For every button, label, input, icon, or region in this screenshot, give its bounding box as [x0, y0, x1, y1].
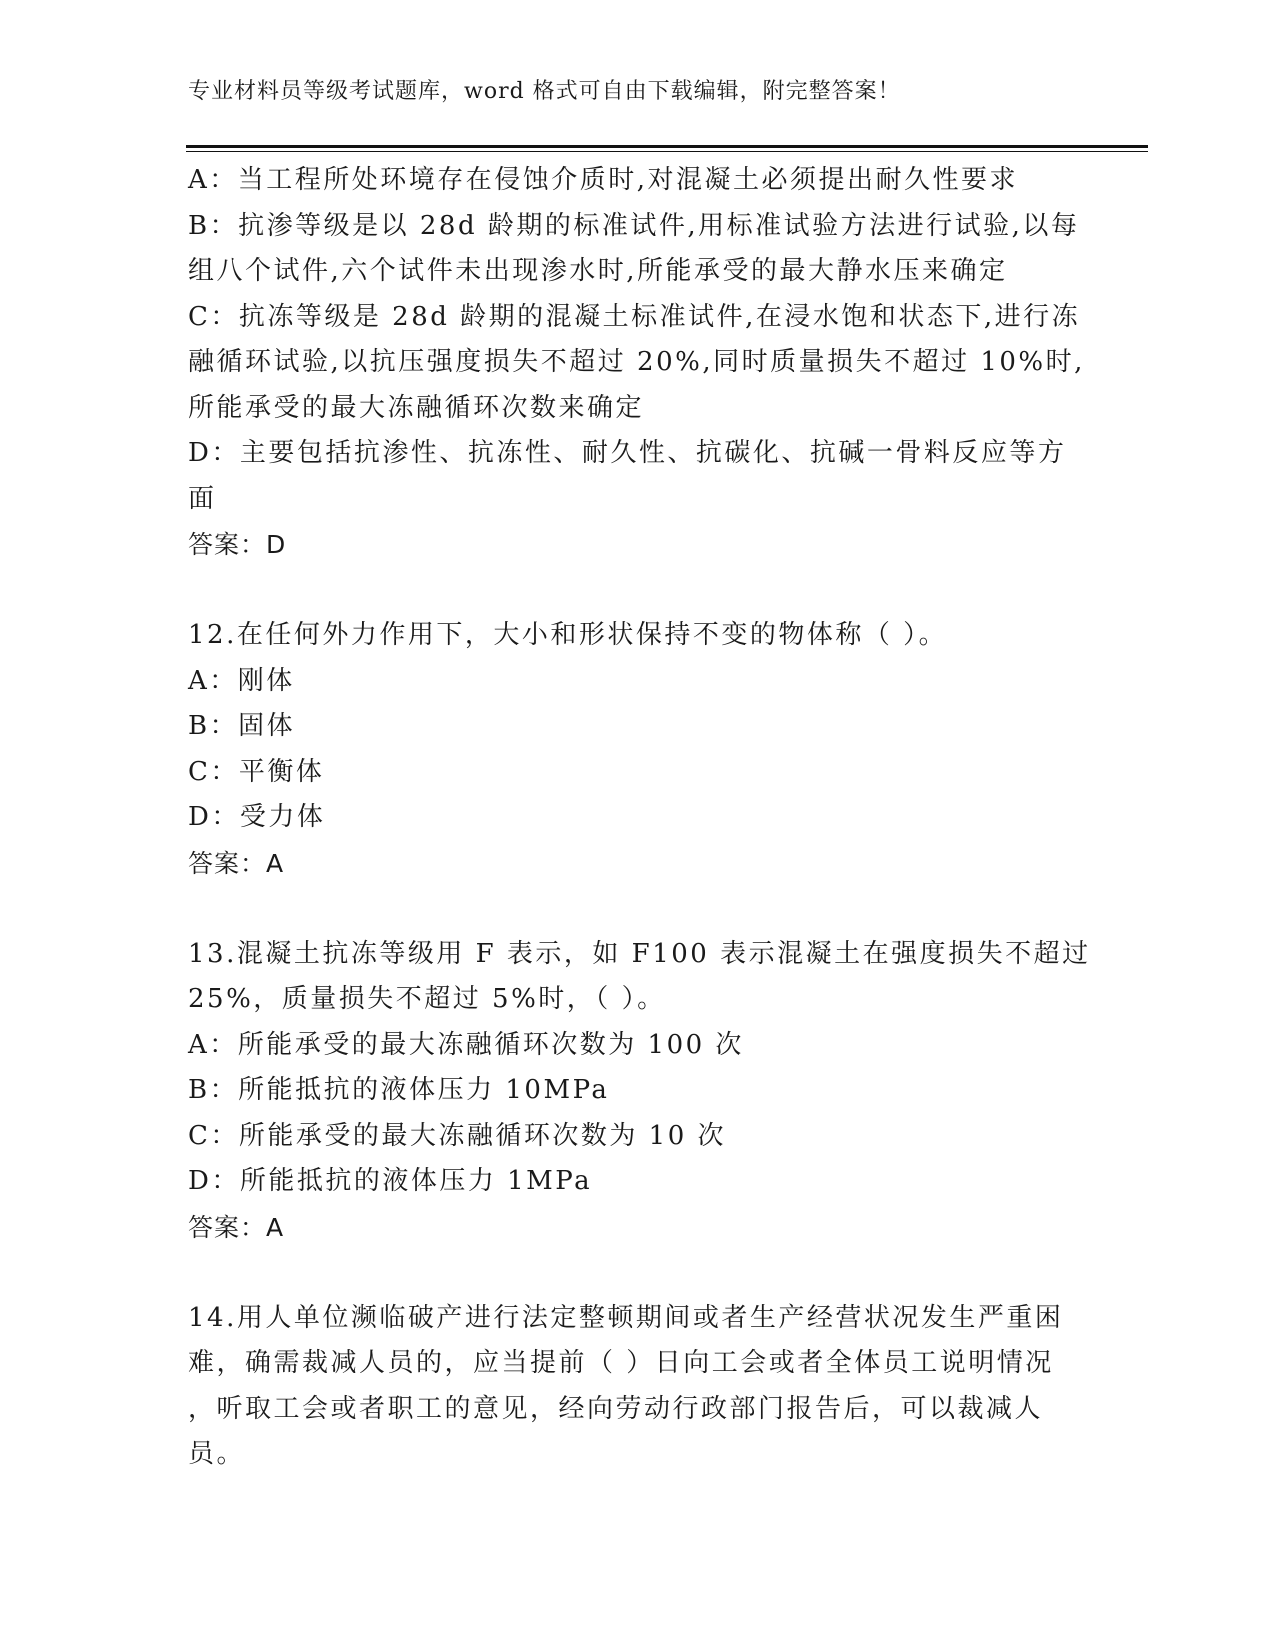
q11-option-d-line1: D：主要包括抗渗性、抗冻性、耐久性、抗碳化、抗碱一骨料反应等方 [188, 438, 1067, 468]
header-rule-thin [186, 151, 1148, 152]
q14-stem-line1: 14.用人单位濒临破产进行法定整顿期间或者生产经营状况发生严重困 [188, 1302, 1064, 1333]
q14-stem-line3: ，听取工会或者职工的意见，经向劳动行政部门报告后，可以裁减人 [188, 1393, 1044, 1424]
q12-option-c: C：平衡体 [188, 756, 325, 787]
q13-answer: 答案：A [188, 1212, 285, 1242]
spacer [188, 1250, 1068, 1296]
q11-option-b-line1: B：抗渗等级是以 28d 龄期的标准试件,用标准试验方法进行试验,以每 [188, 210, 1080, 241]
q14-stem-line4: 员。 [188, 1439, 246, 1469]
q11-option-c-line2: 融循环试验,以抗压强度损失不超过 20%,同时质量损失不超过 10%时, [188, 347, 1085, 377]
q11-option-d-line2: 面 [188, 483, 217, 514]
q11-option-c-line3: 所能承受的最大冻融循环次数来确定 [188, 392, 645, 423]
q12-option-d: D：受力体 [188, 802, 326, 832]
q12-answer: 答案：A [188, 848, 285, 878]
spacer [188, 886, 1068, 932]
q14-stem-line2: 难，确需裁减人员的，应当提前（ ）日向工会或者全体员工说明情况 [188, 1348, 1054, 1378]
q11-option-c-line1: C：抗冻等级是 28d 龄期的混凝土标准试件,在浸水饱和状态下,进行冻 [188, 301, 1081, 332]
question-content [188, 158, 1091, 1478]
q12-stem: 12.在任何外力作用下，大小和形状保持不变的物体称（ ）。 [188, 620, 948, 650]
q13-option-d: D：所能抵抗的液体压力 1MPa [188, 1166, 593, 1196]
document-header: 专业材料员等级考试题库，word 格式可自由下载编辑，附完整答案！ [188, 79, 901, 104]
q13-option-b: B：所能抵抗的液体压力 10MPa [188, 1075, 610, 1105]
q11-option-a: A：当工程所处环境存在侵蚀介质时,对混凝土必须提出耐久性要求 [188, 165, 1019, 195]
header-rule-thick [186, 145, 1148, 148]
q13-option-a: A：所能承受的最大冻融循环次数为 100 次 [188, 1029, 744, 1060]
q12-option-a: A：刚体 [188, 665, 295, 696]
spacer [188, 568, 1068, 614]
q13-option-c: C：所能承受的最大冻融循环次数为 10 次 [188, 1120, 727, 1151]
q12-option-b: B：固体 [188, 711, 296, 741]
q13-stem-line1: 13.混凝土抗冻等级用 F 表示，如 F100 表示混凝土在强度损失不超过 [188, 938, 1091, 969]
q11-answer: 答案：D [188, 530, 287, 559]
q13-stem-line2: 25%，质量损失不超过 5%时，（ ）。 [188, 984, 666, 1014]
q11-option-b-line2: 组八个试件,六个试件未出现渗水时,所能承受的最大静水压来确定 [188, 256, 1008, 286]
